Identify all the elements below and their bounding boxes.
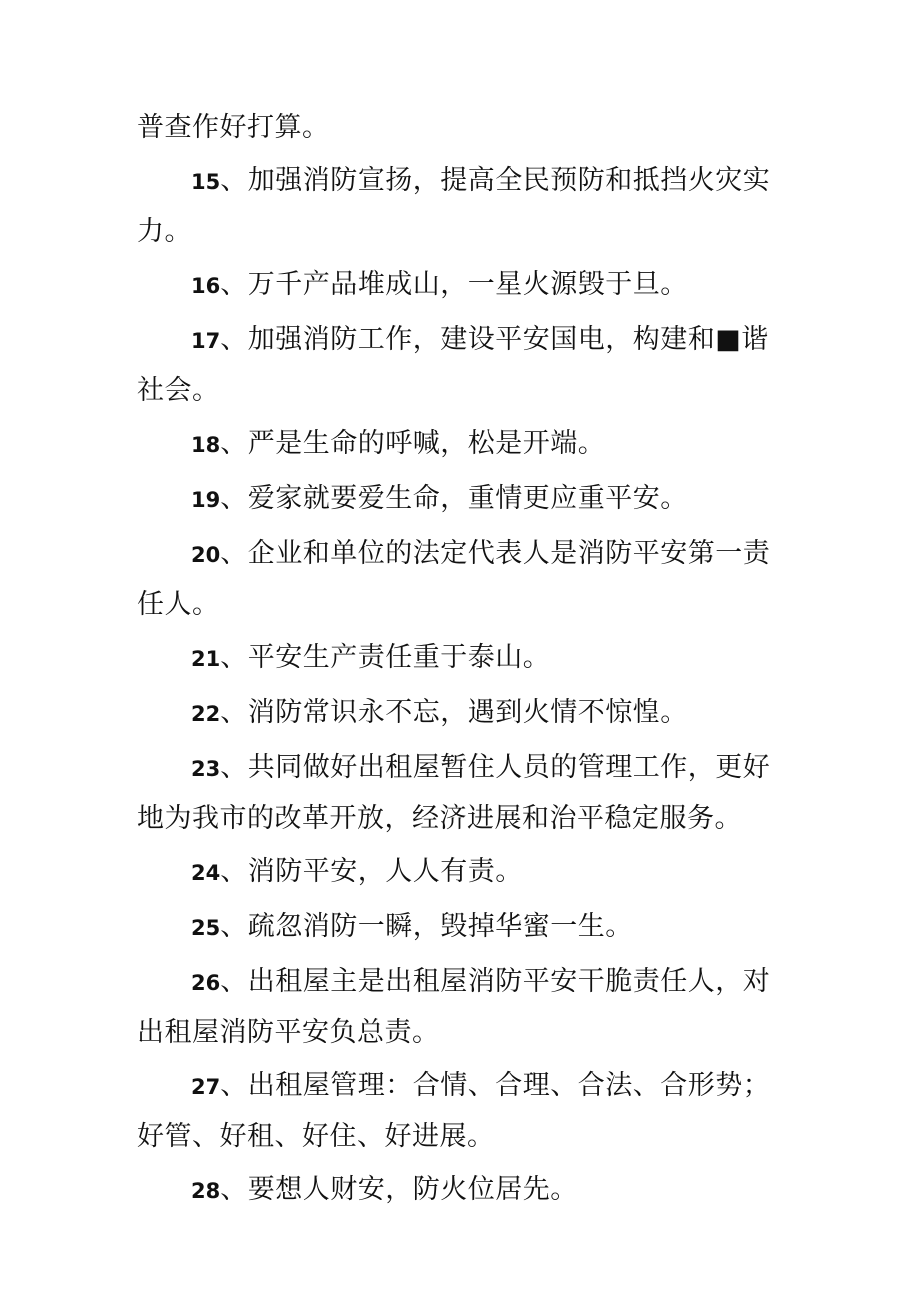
item-number: 27 xyxy=(191,1075,221,1099)
list-item xyxy=(137,743,782,843)
item-separator: 、 xyxy=(220,966,248,997)
item-number: 16 xyxy=(191,274,221,298)
item-separator: 、 xyxy=(220,324,248,355)
item-text: 爱家就要爱生命，重情更应重平安。 xyxy=(247,483,688,514)
list-item xyxy=(137,474,782,525)
item-text: 平安生产责任重于泰山。 xyxy=(247,642,551,673)
item-text: 消防平安，人人有责。 xyxy=(247,856,523,887)
item-number: 19 xyxy=(191,488,221,512)
item-text: 万千产品堆成山，一星火源毁于旦。 xyxy=(247,269,688,300)
item-separator: 、 xyxy=(220,483,248,514)
item-number: 20 xyxy=(191,543,221,567)
item-separator: 、 xyxy=(220,1070,248,1101)
item-number: 25 xyxy=(191,916,221,940)
item-text: 出租屋管理：合情、合理、合法、合形势；好管、好租、好住、好进展。 xyxy=(137,1070,771,1152)
list-item xyxy=(137,1061,782,1161)
item-separator: 、 xyxy=(220,642,248,673)
list-item xyxy=(137,902,782,953)
item-text: 严是生命的呼喊，松是开端。 xyxy=(247,428,606,459)
list-item xyxy=(137,315,782,415)
item-separator: 、 xyxy=(220,538,248,569)
item-separator: 、 xyxy=(220,269,248,300)
item-text: 共同做好出租屋暂住人员的管理工作，更好地为我市的改革开放，经济进展和治平稳定服务。 xyxy=(137,752,771,834)
item-text: 出租屋主是出租屋消防平安干脆责任人，对出租屋消防平安负总责。 xyxy=(137,966,771,1048)
list-item xyxy=(137,156,782,256)
item-separator: 、 xyxy=(220,1174,248,1205)
list-item xyxy=(137,688,782,739)
item-text: 企业和单位的法定代表人是消防平安第一责任人。 xyxy=(137,538,771,620)
item-number: 28 xyxy=(191,1179,221,1203)
item-text: 疏忽消防一瞬，毁掉华蜜一生。 xyxy=(247,911,633,942)
list-item xyxy=(137,260,782,311)
list-item xyxy=(137,957,782,1057)
item-separator: 、 xyxy=(220,697,248,728)
list-item xyxy=(137,847,782,898)
item-number: 26 xyxy=(191,971,221,995)
item-number: 18 xyxy=(191,433,221,457)
item-separator: 、 xyxy=(220,856,248,887)
item-text: 加强消防工作，建设平安国电，构建和■谐社会。 xyxy=(137,324,769,406)
item-number: 17 xyxy=(191,329,221,353)
item-number: 23 xyxy=(191,757,221,781)
list-item xyxy=(137,529,782,629)
item-number: 15 xyxy=(191,170,221,194)
item-text: 要想人财安，防火位居先。 xyxy=(247,1174,578,1205)
list-item xyxy=(137,419,782,470)
lead-paragraph: 普查作好打算。 xyxy=(137,112,330,143)
item-separator: 、 xyxy=(220,911,248,942)
item-number: 22 xyxy=(191,702,221,726)
item-separator: 、 xyxy=(220,165,248,196)
item-text: 消防常识永不忘，遇到火情不惊惶。 xyxy=(247,697,688,728)
item-separator: 、 xyxy=(220,428,248,459)
item-number: 21 xyxy=(191,647,221,671)
list-item xyxy=(137,633,782,684)
list-item xyxy=(137,1165,782,1216)
document-body xyxy=(137,103,782,1216)
item-number: 24 xyxy=(191,861,221,885)
item-text: 加强消防宣扬，提高全民预防和抵挡火灾实力。 xyxy=(137,165,771,247)
item-separator: 、 xyxy=(220,752,248,783)
